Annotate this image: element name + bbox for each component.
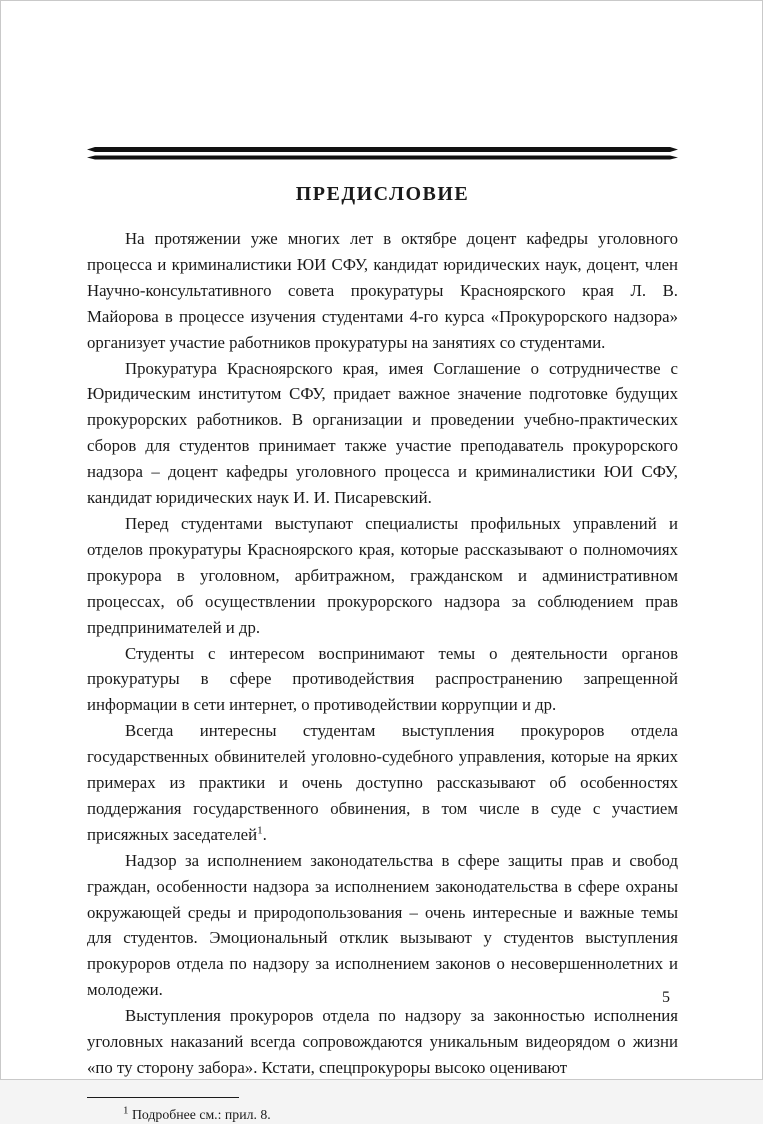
page-content bbox=[1, 147, 762, 1124]
footnote-reference: 1 bbox=[257, 824, 263, 837]
footnote-marker: 1 bbox=[123, 1104, 129, 1117]
footnote-body: Подробнее см.: прил. 8. bbox=[128, 1106, 271, 1122]
paragraph: Студенты с интересом воспринимают темы о деятельности органов прокуратуры в сфере противодействия распространению запрещенной информации в сети интернет, о противодействии коррупции и др. bbox=[87, 643, 678, 715]
footnote-separator bbox=[87, 1097, 239, 1098]
paragraph: Выступления прокуроров отдела по надзору за законностью исполнения уголовных наказаний всегда сопровождаются уникальным видеорядом о жизни «по ту сторону забора». Кстати, спецпрокуроры высоко оценивают bbox=[87, 1006, 678, 1077]
ornament-rule bbox=[87, 147, 678, 161]
paragraph bbox=[87, 718, 678, 848]
paragraph-text: Всегда интересны студентам выступления прокуроров отдела государственных обвинителей уголовно-судебного управления, которые на ярких примерах из практики и очень доступно рассказывают об особенностях поддержания государственного обвинения, в том числе в суде с участием присяжных заседателей bbox=[87, 721, 678, 844]
page-title: ПРЕДИСЛОВИЕ bbox=[295, 183, 470, 205]
footnote-text bbox=[87, 1105, 678, 1124]
footnote bbox=[87, 1097, 678, 1124]
paragraph: На протяжении уже многих лет в октябре доцент кафедры уголовного процесса и криминалистики ЮИ СФУ, кандидат юридических наук, доцент, член Научно-консультативного совета прокуратуры Красноярского края Л. В. Майорова в процессе изучения студентами 4-го курса «Прокурорского надзора» организует участие работников прокуратуры на занятиях со студентами. bbox=[87, 229, 678, 352]
paragraph: Перед студентами выступают специалисты профильных управлений и отделов прокуратуры Красноярского края, которые рассказывают о полномочиях прокурора в уголовном, арбитражном, гражданском и административном процессах, об осуществлении прокурорского надзора за соблюдением прав предпринимателей и др. bbox=[87, 513, 678, 637]
page-number: 5 bbox=[662, 989, 670, 1006]
paragraph: Прокуратура Красноярского края, имея Соглашение о сотрудничестве с Юридическим институтом СФУ, придает важное значение подготовке будущих прокурорских работников. В организации и проведении учебно-практических сборов для студентов принимает также участие преподаватель прокурорского надзора – доцент кафедры уголовного процесса и криминалистики ЮИ СФУ, кандидат юридических наук И. И. Писаревский. bbox=[87, 358, 678, 508]
paragraph: Надзор за исполнением законодательства в сфере защиты прав и свобод граждан, особенности надзора за исполнением законодательства в сфере охраны окружающей среды и природопользования – очень интересные и важные темы для студентов. Эмоциональный отклик вызывают у студентов выступления прокуроров отдела по надзору за исполнением законов о несовершеннолетних и молодежи. bbox=[87, 850, 678, 1000]
paragraph-text: . bbox=[262, 824, 267, 844]
